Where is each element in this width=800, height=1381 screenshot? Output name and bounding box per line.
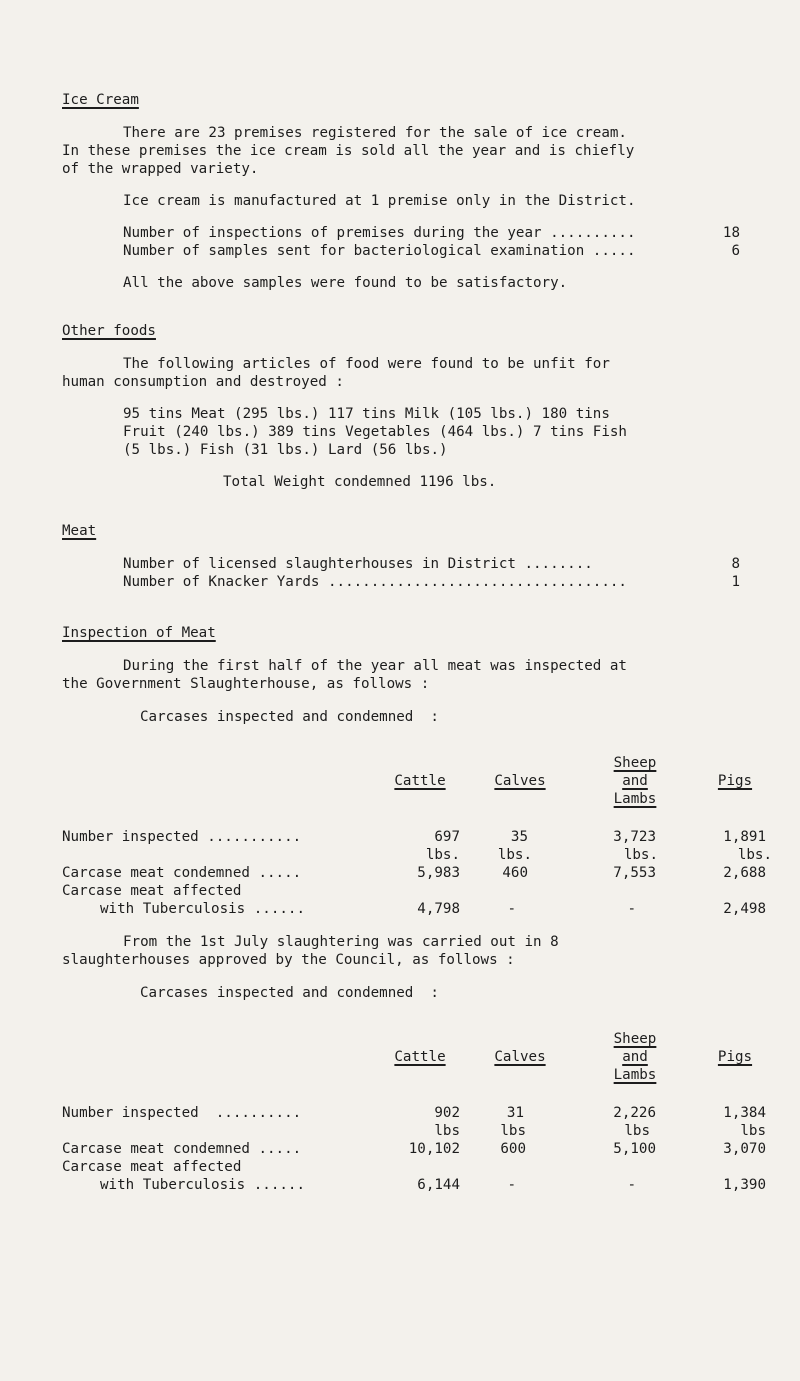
total-weight: Total Weight condemned 1196 lbs. <box>223 474 497 490</box>
paragraph-line: In these premises the ice cream is sold all the year and is chiefly <box>62 143 635 159</box>
table-cell: 2,226 <box>613 1105 656 1121</box>
table-cell: 1,384 <box>723 1105 766 1121</box>
table-cell: - <box>507 901 516 917</box>
table-cell: 1,891 <box>723 829 766 845</box>
food-list-line: 95 tins Meat (295 lbs.) 117 tins Milk (105 lbs.) 180 tins <box>123 406 610 422</box>
table-cell: 3,070 <box>723 1141 766 1157</box>
column-header-cattle: Cattle <box>394 1049 446 1065</box>
table-cell: 10,102 <box>408 1141 460 1157</box>
column-header-sheep: Sheep <box>613 755 657 771</box>
table-cell: - <box>627 1177 636 1193</box>
table-cell: - <box>507 1177 516 1193</box>
stat-value: 6 <box>731 243 740 259</box>
table-row-label: Carcase meat condemned ..... <box>62 865 302 881</box>
table-cell: 5,100 <box>613 1141 656 1157</box>
table-cell: 460 <box>502 865 528 881</box>
table-cell-unit: lbs <box>500 1123 526 1139</box>
stat-label: Number of inspections of premises during the year .......... <box>123 225 636 241</box>
section-heading-other-foods: Other foods <box>62 323 156 339</box>
table-cell: 1,390 <box>723 1177 766 1193</box>
column-header-pigs: Pigs <box>717 1049 753 1065</box>
table-cell-unit: lbs. <box>497 847 532 863</box>
table-cell-unit: lbs. <box>425 847 460 863</box>
stat-value: 8 <box>731 556 740 572</box>
table-cell: 697 <box>434 829 460 845</box>
table-cell: 35 <box>510 829 528 845</box>
table-row-label: Carcase meat condemned ..... <box>62 1141 302 1157</box>
stat-label: Number of samples sent for bacteriological examination ..... <box>123 243 636 259</box>
stat-label: Number of licensed slaughterhouses in District ........ <box>123 556 593 572</box>
table-cell: 902 <box>434 1105 460 1121</box>
table-cell: - <box>627 901 636 917</box>
food-list-line: Fruit (240 lbs.) 389 tins Vegetables (464 lbs.) 7 tins Fish <box>123 424 627 440</box>
paragraph-line: human consumption and destroyed : <box>62 374 344 390</box>
table-cell: 600 <box>500 1141 526 1157</box>
table-cell: 3,723 <box>613 829 656 845</box>
table-cell: 2,498 <box>723 901 766 917</box>
food-list-line: (5 lbs.) Fish (31 lbs.) Lard (56 lbs.) <box>123 442 448 458</box>
table-row-label: Number inspected ........... <box>62 829 302 845</box>
table-row-label: Carcase meat affected <box>62 883 242 899</box>
paragraph-line: slaughterhouses approved by the Council, as follows : <box>62 952 515 968</box>
table-row-label: Number inspected .......... <box>62 1105 302 1121</box>
table-cell: 31 <box>506 1105 524 1121</box>
section-heading-ice-cream: Ice Cream <box>62 92 139 108</box>
paragraph-line: of the wrapped variety. <box>62 161 259 177</box>
paragraph-line: the Government Slaughterhouse, as follows : <box>62 676 430 692</box>
column-header-sheep-and: and <box>622 1049 648 1065</box>
table-cell-unit: lbs <box>624 1123 650 1139</box>
table-cell: 4,798 <box>417 901 460 917</box>
table-cell: 6,144 <box>417 1177 460 1193</box>
column-header-pigs: Pigs <box>717 773 753 789</box>
table-row-label: with Tuberculosis ...... <box>100 901 305 917</box>
table-cell-unit: lbs <box>434 1123 460 1139</box>
paragraph-line: The following articles of food were found to be unfit for <box>123 356 610 372</box>
table-cell: 5,983 <box>417 865 460 881</box>
column-header-sheep: Sheep <box>613 1031 657 1047</box>
table-row-label: with Tuberculosis ...... <box>100 1177 305 1193</box>
table-caption: Carcases inspected and condemned : <box>140 985 439 1001</box>
paragraph-line: From the 1st July slaughtering was carried out in 8 <box>123 934 559 950</box>
paragraph-line: During the first half of the year all meat was inspected at <box>123 658 627 674</box>
table-cell: 7,553 <box>613 865 656 881</box>
table-cell-unit: lbs. <box>737 847 772 863</box>
stat-value: 18 <box>722 225 740 241</box>
column-header-calves: Calves <box>494 1049 546 1065</box>
stat-value: 1 <box>731 574 740 590</box>
section-heading-meat: Meat <box>62 523 97 539</box>
column-header-lambs: Lambs <box>613 1067 657 1083</box>
table-cell-unit: lbs <box>740 1123 766 1139</box>
table-cell-unit: lbs. <box>623 847 658 863</box>
table-row-label: Carcase meat affected <box>62 1159 242 1175</box>
column-header-cattle: Cattle <box>394 773 446 789</box>
table-cell: 2,688 <box>723 865 766 881</box>
stat-label: Number of Knacker Yards ................................... <box>123 574 627 590</box>
table-caption: Carcases inspected and condemned : <box>140 709 439 725</box>
paragraph-line: All the above samples were found to be satisfactory. <box>123 275 568 291</box>
column-header-lambs: Lambs <box>613 791 657 807</box>
column-header-sheep-and: and <box>622 773 648 789</box>
section-heading-inspection: Inspection of Meat <box>62 625 216 641</box>
column-header-calves: Calves <box>494 773 546 789</box>
paragraph-line: Ice cream is manufactured at 1 premise only in the District. <box>123 193 636 209</box>
paragraph-line: There are 23 premises registered for the sale of ice cream. <box>123 125 627 141</box>
